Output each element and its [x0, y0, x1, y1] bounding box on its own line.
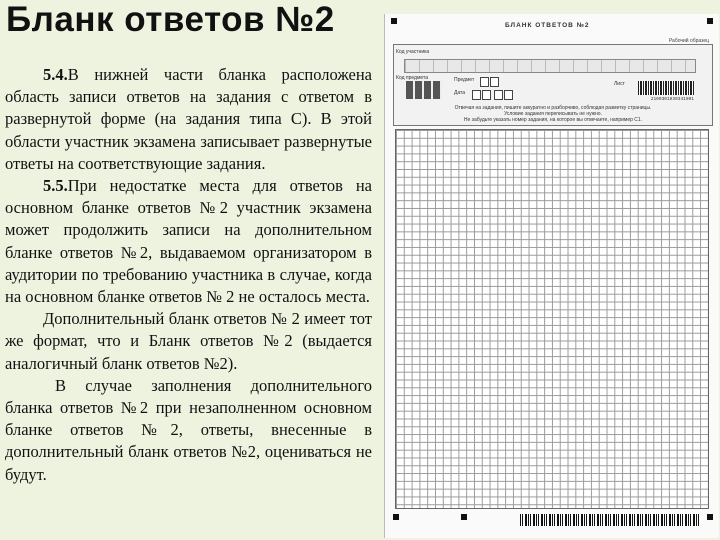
body-text — [5, 64, 372, 486]
date-cell — [482, 90, 491, 100]
sheet-note-line: Отвечая на задания, пишите аккуратно и разборчиво, соблюдая разметку страницы. — [454, 105, 652, 111]
subject-cell — [490, 77, 499, 87]
corner-marker — [707, 514, 713, 520]
extra-sheet-label: Лист — [614, 81, 625, 87]
corner-marker — [391, 18, 397, 24]
date-cell — [472, 90, 481, 100]
date-cell — [504, 90, 513, 100]
subject-code-cells — [406, 81, 442, 99]
date-label: Дата — [454, 90, 466, 96]
answer-sheet-image — [384, 14, 719, 538]
barcode-number: 2100301030341001 — [650, 97, 694, 102]
corner-marker — [393, 514, 399, 520]
answer-grid — [395, 129, 709, 509]
sheet-note-line: Условие задания переписывать не нужно. — [504, 111, 602, 117]
header-barcode — [638, 81, 694, 95]
paragraph-additional-form: Дополнительный бланк ответов № 2 имеет тот же формат, что и Бланк ответов №2 (выдается аналогичный бланк ответов №2). — [5, 309, 372, 373]
corner-marker — [461, 514, 467, 520]
sheet-header — [393, 44, 713, 126]
subject-code-label: Код предмета — [396, 75, 429, 81]
paragraph-5-4: 5.4.В нижней части бланка расположена область записи ответов на задания с ответом в развернутой форме (на задания типа С). В этой области участник экзамена записывает развернутые ответы на соответствующие задания. — [5, 65, 372, 173]
corner-marker — [707, 18, 713, 24]
paragraph-evaluation-note: В случае заполнения дополнительного бланка ответов №2 при незаполненном основном бланке ответов №2, ответы, внесенные в дополнительный бланк ответов №2, оцениваться не будут. — [5, 375, 372, 484]
participant-code-cells — [404, 59, 696, 73]
bottom-barcode — [520, 514, 700, 526]
date-cell — [494, 90, 503, 100]
subject-name-label: Предмет — [454, 77, 475, 83]
form-code: Рабочий образец — [668, 38, 709, 44]
sheet-note-line: Не забудьте указать номер задания, на которое вы отвечаете, например С1. — [463, 117, 643, 123]
paragraph-5-5: 5.5.При недостатке места для ответов на основном бланке ответов №2 участник экзамена может продолжить записи на дополнительном бланке ответов №2, выдаваемом организатором в аудитории по требованию участника в случае, когда на основном бланке ответов № 2 не осталось места. — [5, 176, 372, 307]
page-title: Бланк ответов №2 — [6, 0, 335, 39]
sheet-title: БЛАНК ОТВЕТОВ №2 — [505, 22, 590, 29]
subject-cell — [480, 77, 489, 87]
participant-code-label: Код участника — [396, 49, 430, 55]
